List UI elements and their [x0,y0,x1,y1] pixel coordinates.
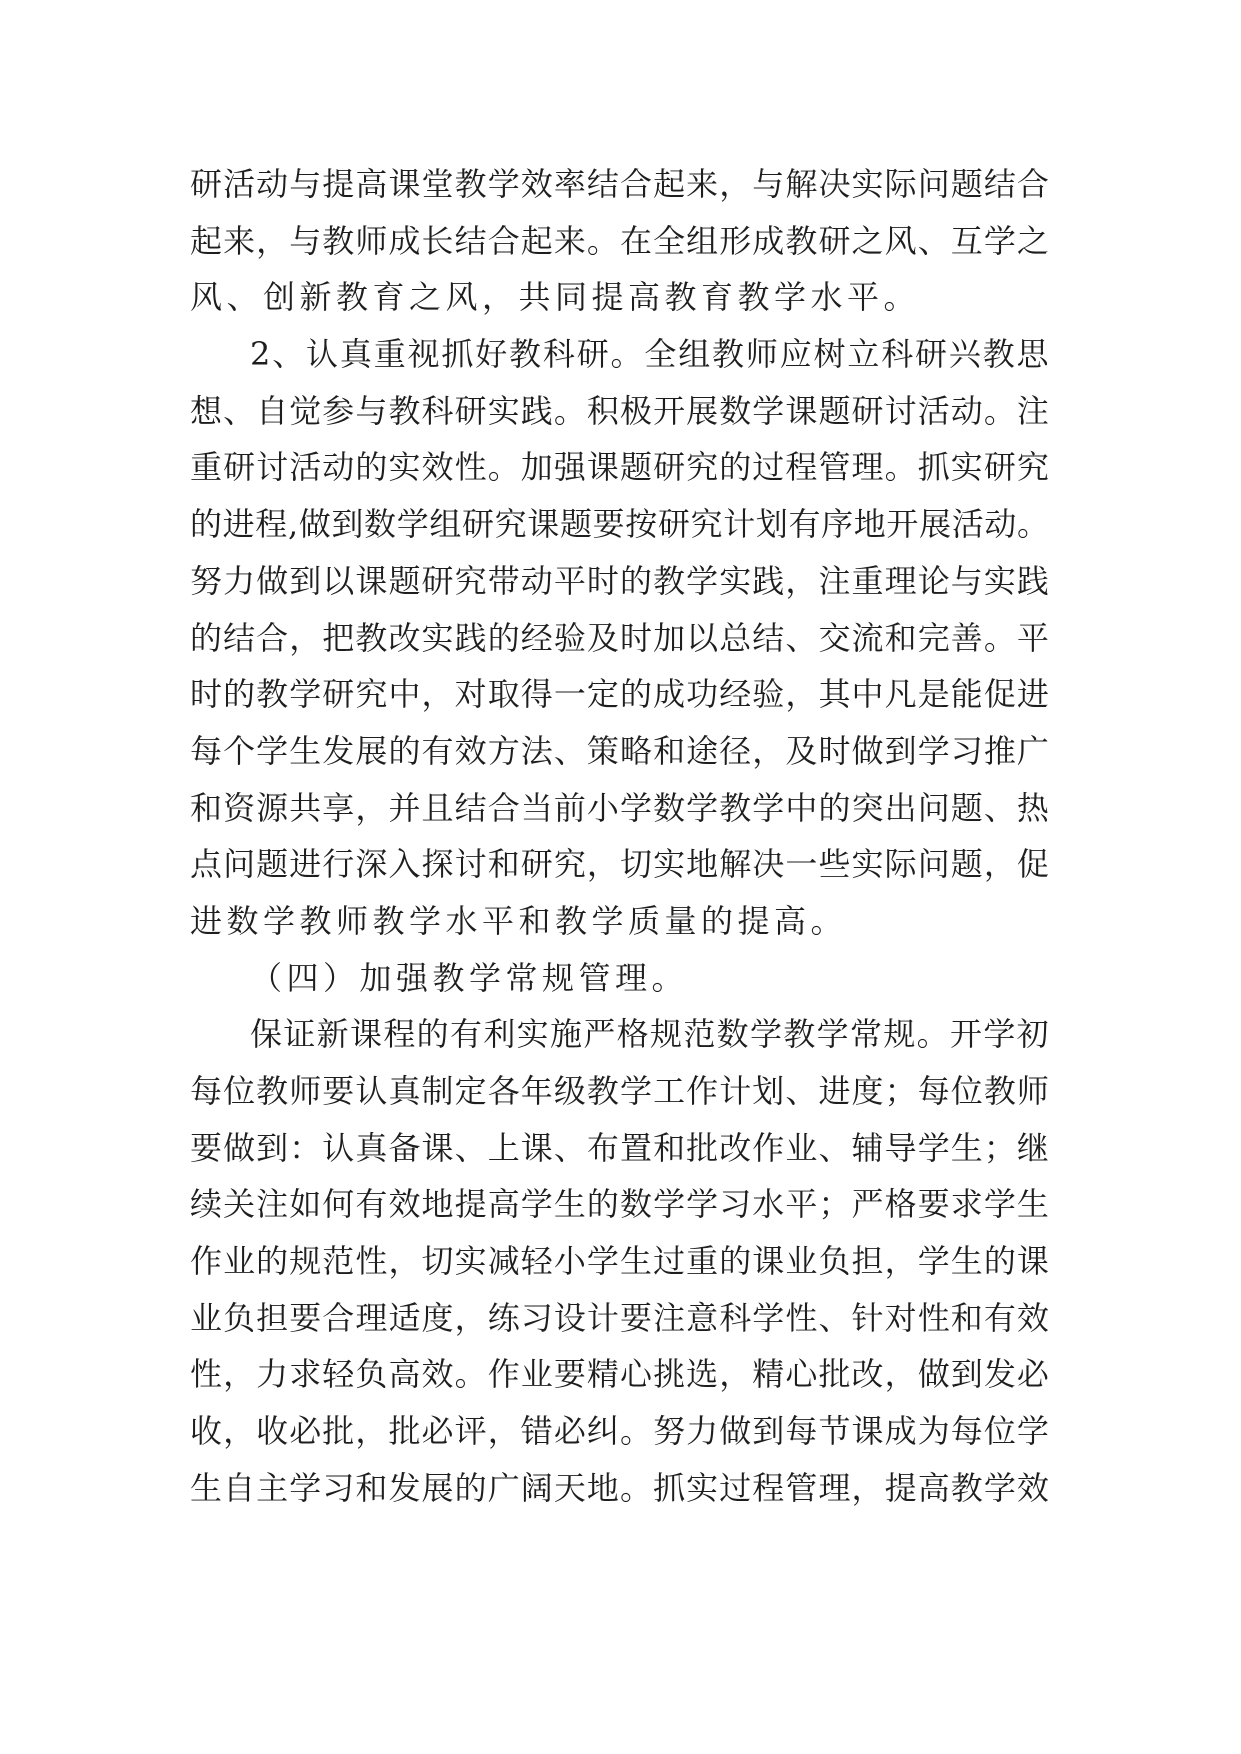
paragraph-start-line: 保证新课程的有利实施严格规范数学教学常规。开学初 [250,1015,1051,1054]
text-line: 研活动与提高课堂教学效率结合起来，与解决实际问题结合 [190,165,1051,203]
text-line: 要做到：认真备课、上课、布置和批改作业、辅导学生；继 [190,1128,1051,1167]
text-line: 的进程,做到数学组研究课题要按研究计划有序地开展活动。 [190,505,1050,544]
text-line: 生自主学习和发展的广阔天地。抓实过程管理，提高教学效 [190,1468,1051,1507]
document-body [190,156,1050,1517]
text-line: 作业的规范性，切实减轻小学生过重的课业负担，学生的课 [190,1242,1051,1281]
text-line: 每个学生发展的有效方法、策略和途径，及时做到学习推广 [190,731,1051,770]
text-line: 的结合，把教改实践的经验及时加以总结、交流和完善。平 [190,618,1051,657]
text-line: 业负担要合理适度，练习设计要注意科学性、针对性和有效 [190,1298,1051,1337]
text-line: 进数学教师教学水平和教学质量的提高。 [190,901,848,940]
text-line: 时的教学研究中，对取得一定的成功经验，其中凡是能促进 [190,675,1051,714]
text-line: 点问题进行深入探讨和研究，切实地解决一些实际问题，促 [190,845,1051,884]
text-line: 和资源共享，并且结合当前小学数学教学中的突出问题、热 [190,788,1051,827]
text-line: 续关注如何有效地提高学生的数学学习水平；严格要求学生 [190,1185,1051,1224]
paragraph-start-line: 2、认真重视抓好教科研。全组教师应树立科研兴教思 [250,335,1051,374]
text-line: 风、创新教育之风，共同提高教育教学水平。 [190,278,921,317]
text-line: 收，收必批，批必评，错必纠。努力做到每节课成为每位学 [190,1412,1051,1451]
text-line: 努力做到以课题研究带动平时的教学实践，注重理论与实践 [190,561,1051,600]
text-line: 性，力求轻负高效。作业要精心挑选，精心批改，做到发必 [190,1355,1051,1394]
text-line: 重研讨活动的实效性。加强课题研究的过程管理。抓实研究 [190,448,1051,487]
section-heading: （四）加强教学常规管理。 [250,958,689,997]
text-line: 每位教师要认真制定各年级教学工作计划、进度；每位教师 [190,1072,1051,1110]
text-line: 起来，与教师成长结合起来。在全组形成教研之风、互学之 [190,221,1051,260]
text-line: 想、自觉参与教科研实践。积极开展数学课题研讨活动。注 [190,391,1051,430]
